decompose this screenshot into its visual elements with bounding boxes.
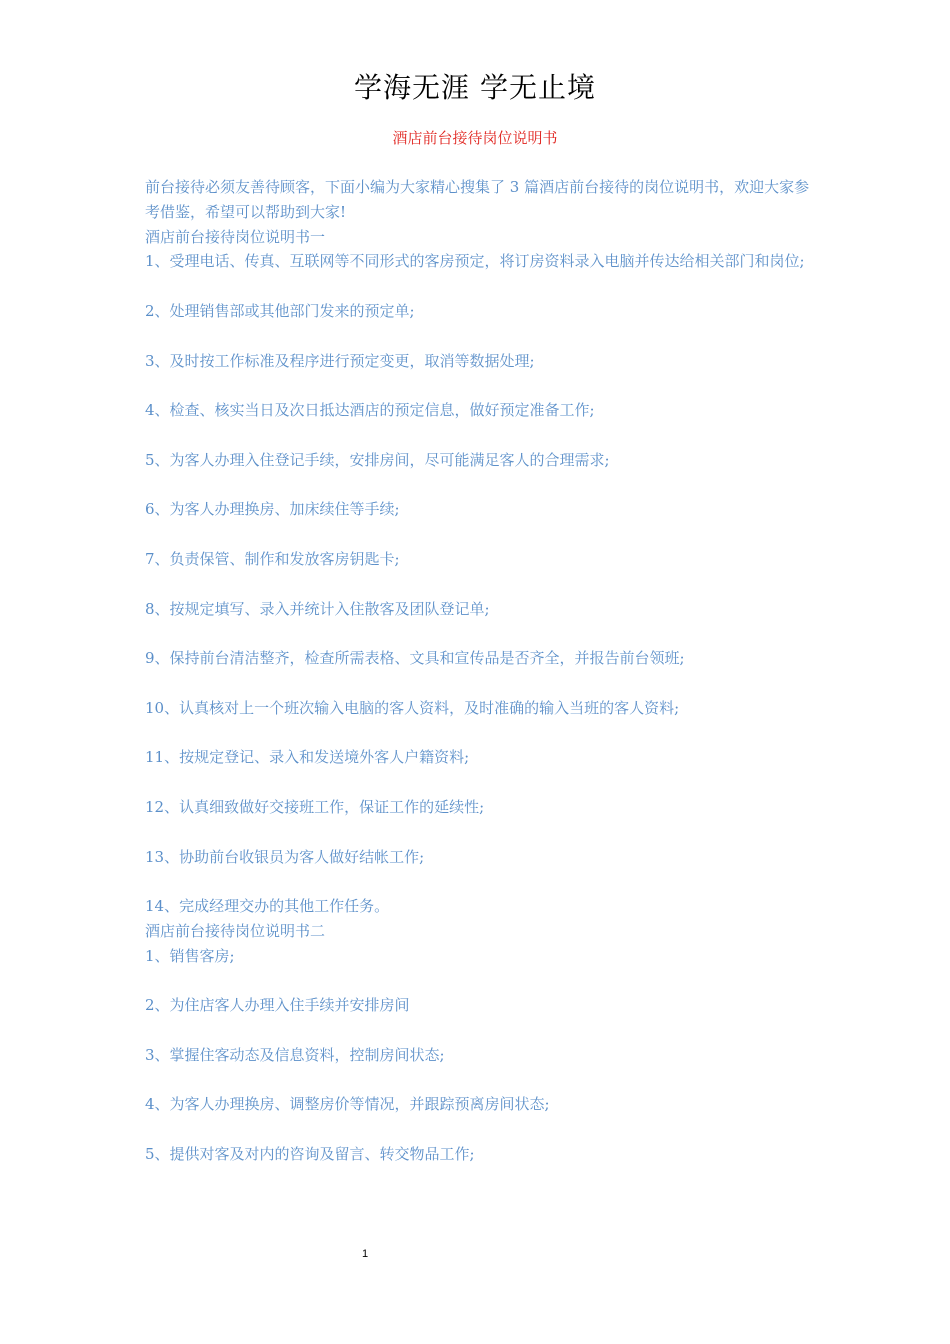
intro-paragraph: 前台接待必须友善待顾客，下面小编为大家精心搜集了 3 篇酒店前台接待的岗位说明书，欢迎大家参考借鉴，希望可以帮助到大家! <box>145 178 810 221</box>
header-title: 学海无涯 学无止境 <box>354 71 596 104</box>
list-item: 12、认真细致做好交接班工作，保证工作的延续性; <box>145 797 485 816</box>
list-item: 3、掌握住客动态及信息资料，控制房间状态; <box>145 1045 445 1064</box>
document-title: 酒店前台接待岗位说明书 <box>392 129 558 147</box>
list-item: 14、完成经理交办的其他工作任务。 <box>145 897 390 916</box>
list-item: 5、为客人办理入住登记手续，安排房间，尽可能满足客人的合理需求; <box>145 450 610 469</box>
list-item: 1、受理电话、传真、互联网等不同形式的客房预定，将订房资料录入电脑并传达给相关部门和岗位; <box>145 252 805 271</box>
list-item: 10、认真核对上一个班次输入电脑的客人资料，及时准确的输入当班的客人资料; <box>145 698 680 717</box>
list-item: 4、检查、核实当日及次日抵达酒店的预定信息，做好预定准备工作; <box>145 401 595 420</box>
list-item: 13、协助前台收银员为客人做好结帐工作; <box>145 847 425 866</box>
list-item: 4、为客人办理换房、调整房价等情况，并跟踪预离房间状态; <box>145 1095 550 1114</box>
list-item: 11、按规定登记、录入和发送境外客人户籍资料; <box>145 748 470 767</box>
list-item: 7、负责保管、制作和发放客房钥匙卡; <box>145 549 400 568</box>
page-number: 1 <box>361 1248 369 1260</box>
list-item: 9、保持前台清洁整齐，检查所需表格、文具和宣传品是否齐全，并报告前台领班; <box>145 649 685 668</box>
document-body <box>145 175 815 1167</box>
section-heading: 酒店前台接待岗位说明书二 <box>145 921 326 940</box>
list-item: 5、提供对客及对内的咨询及留言、转交物品工作; <box>145 1145 475 1164</box>
list-item: 6、为客人办理换房、加床续住等手续; <box>145 500 400 519</box>
list-item: 2、处理销售部或其他部门发来的预定单; <box>145 301 415 320</box>
section-heading: 酒店前台接待岗位说明书一 <box>145 227 326 246</box>
list-item: 3、及时按工作标准及程序进行预定变更，取消等数据处理; <box>145 351 535 370</box>
list-item: 8、按规定填写、录入并统计入住散客及团队登记单; <box>145 599 490 618</box>
list-item: 2、为住店客人办理入住手续并安排房间 <box>145 996 410 1015</box>
list-item: 1、销售客房; <box>145 946 235 965</box>
